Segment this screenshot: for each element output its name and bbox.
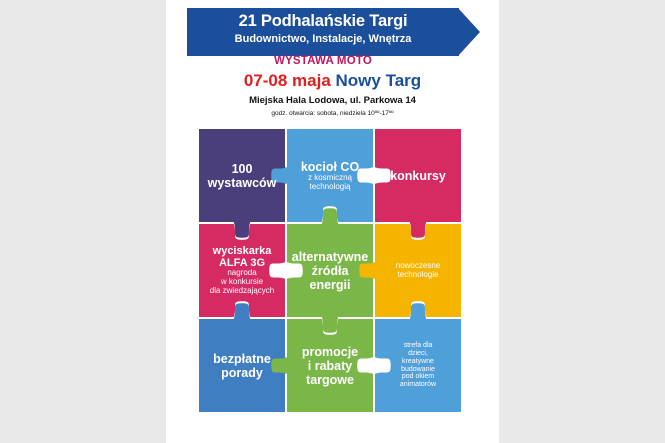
- puzzle-line: i rabaty: [307, 358, 353, 373]
- event-city: Nowy Targ: [335, 71, 422, 90]
- event-date: 07-08 maja: [243, 71, 331, 90]
- puzzle-line: wystawców: [207, 175, 277, 190]
- banner-arrow-icon: [458, 8, 480, 56]
- puzzle-line: pod okiem: [401, 373, 435, 381]
- puzzle-piece-9: [375, 303, 461, 412]
- event-hours: godz. otwarcia: sobota, niedziela 10ºº-17ºº: [271, 110, 394, 117]
- puzzle-svg: [198, 128, 468, 420]
- puzzle-piece-7: [199, 303, 301, 412]
- puzzle-line: kreatywne: [402, 357, 434, 365]
- puzzle-piece-4: [199, 224, 285, 317]
- puzzle-line: energii: [309, 277, 351, 292]
- poster-moto-label: WYSTAWA MOTO: [273, 55, 373, 67]
- puzzle-line: technologie: [397, 269, 439, 279]
- event-venue: Miejska Hala Lodowa, ul. Parkowa 14: [249, 95, 416, 106]
- puzzle-line: animatorów: [399, 381, 437, 389]
- puzzle-line: dzieci,: [408, 349, 428, 357]
- puzzle-line: strefa dla: [403, 342, 433, 350]
- puzzle-line: ALFA 3G: [218, 257, 266, 270]
- event-date-line: [166, 71, 499, 91]
- puzzle-line: porady: [221, 365, 263, 380]
- puzzle-line: nagroda: [227, 268, 257, 278]
- puzzle-line: wyciskarka: [212, 244, 272, 257]
- puzzle-piece-3: [375, 129, 461, 238]
- poster: [166, 0, 499, 443]
- puzzle-line: nowoczesne: [395, 260, 441, 270]
- puzzle-line: dla zwiedzających: [209, 286, 275, 296]
- puzzle-line: z kosmiczną: [307, 172, 352, 182]
- puzzle-line: źródła: [311, 263, 349, 278]
- puzzle-line: konkursy: [390, 168, 446, 183]
- puzzle-line: promocje: [301, 344, 359, 359]
- puzzle-piece-6: [359, 224, 461, 317]
- puzzle-piece-8: [271, 319, 373, 412]
- puzzle-line: technologią: [309, 181, 351, 191]
- puzzle-line: budowanie: [401, 365, 435, 373]
- poster-subtitle: Budownictwo, Instalacje, Wnętrza: [234, 33, 412, 45]
- puzzle-graphic: [198, 128, 468, 420]
- puzzle-line: kocioł CO: [300, 159, 360, 174]
- puzzle-line: bezpłatne: [213, 351, 271, 366]
- poster-title: 21 Podhalańskie Targi: [238, 12, 408, 30]
- puzzle-line: targowe: [306, 372, 354, 387]
- puzzle-piece-2: [271, 129, 373, 222]
- puzzle-line: 100: [231, 161, 253, 176]
- puzzle-line: w konkursie: [220, 277, 264, 287]
- header-banner: [166, 8, 499, 67]
- puzzle-line: alternatywne: [291, 249, 369, 264]
- puzzle-piece-1: [199, 129, 301, 238]
